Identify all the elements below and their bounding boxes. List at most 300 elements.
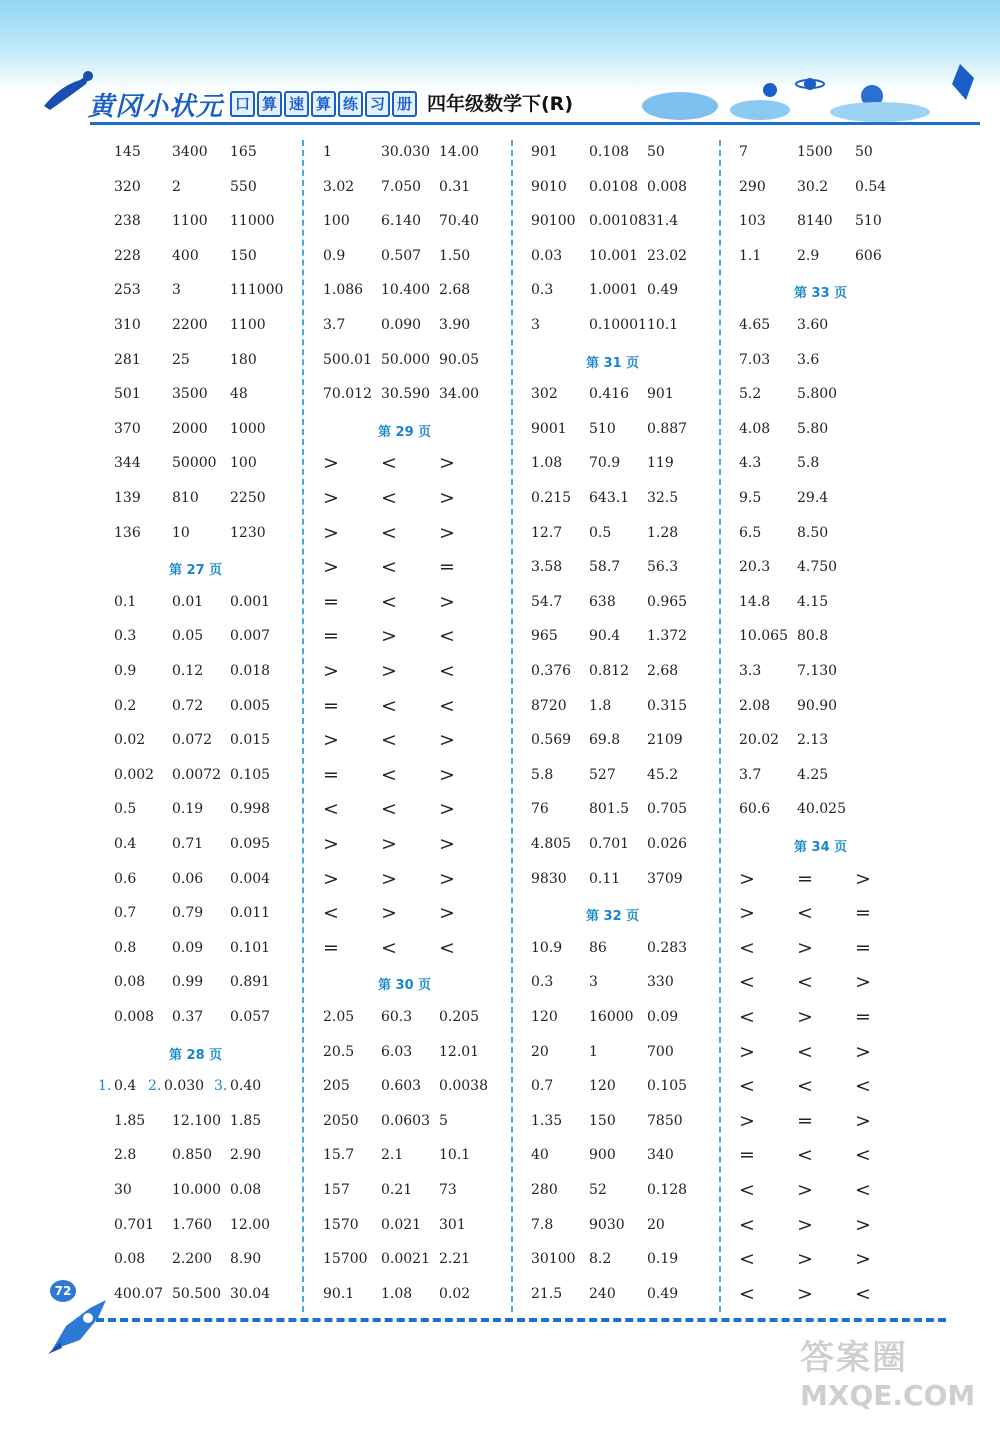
answer-cell: 400 [172, 247, 199, 264]
answer-cell: 550 [230, 178, 257, 195]
answer-cell: 370 [114, 420, 141, 437]
answer-cell: 0.004 [230, 870, 271, 887]
subtitle-char: 习 [365, 91, 390, 117]
answer-cell: 0.7 [114, 905, 137, 922]
comparison-symbol: < [797, 1144, 813, 1167]
answer-cell: 0.49 [647, 282, 679, 299]
answer-cell: 10.1 [647, 317, 679, 333]
answer-cell: 12.100 [172, 1112, 221, 1129]
comparison-symbol: > [381, 833, 397, 855]
answer-row [114, 137, 314, 167]
answer-cell: 0.37 [172, 1009, 204, 1025]
answer-cell: 23.02 [647, 247, 688, 264]
answer-cell: 2000 [172, 420, 208, 437]
answer-cell: 6.03 [381, 1043, 413, 1060]
answer-cell: 86 [589, 939, 607, 956]
answer-row [531, 967, 731, 997]
answer-row [739, 1002, 939, 1032]
answer-cell: 0.06 [172, 870, 204, 887]
answer-cell: 0.005 [230, 697, 271, 714]
answer-cell: 0.31 [439, 178, 471, 195]
answer-cell: 1.1 [739, 247, 762, 264]
answer-cell: 5.80 [797, 420, 829, 437]
comparison-symbol: > [797, 936, 813, 959]
answer-cell: 0.283 [647, 939, 688, 956]
answer-cell: 9030 [589, 1216, 625, 1233]
answer-cell: 0.101 [230, 939, 271, 956]
answer-cell: 0.0021 [381, 1251, 430, 1268]
answer-cell: 76 [531, 801, 549, 818]
answer-row [323, 1175, 523, 1205]
answer-cell: 2.9 [797, 247, 820, 264]
answer-cell: 3709 [647, 870, 683, 887]
answer-row [323, 448, 523, 478]
answer-cell: 111000 [230, 282, 284, 299]
answer-cell: 301 [439, 1216, 466, 1233]
answer-row [739, 621, 939, 651]
answer-row [531, 725, 731, 755]
answer-row [323, 1140, 523, 1170]
comparison-symbol: < [439, 660, 455, 682]
rocket-icon [46, 1296, 116, 1356]
answer-row [114, 172, 314, 202]
answer-row [323, 1210, 523, 1240]
answer-row [323, 691, 523, 721]
answer-cell: 58.7 [589, 559, 621, 576]
page-section-heading: 第 30 页 [378, 978, 432, 994]
answer-cell: 310 [114, 317, 141, 333]
answer-cell: 100 [230, 455, 257, 472]
answer-cell: 290 [739, 178, 766, 195]
answer-row [114, 1210, 314, 1240]
answer-cell: 228 [114, 247, 141, 264]
comparison-symbol: < [797, 902, 813, 925]
answer-cell: 280 [531, 1182, 558, 1198]
answer-cell: 90100 [531, 213, 576, 230]
grade-title: 四年级数学下(R) [427, 93, 573, 115]
answer-row [739, 172, 939, 202]
footer-rule [96, 1318, 946, 1322]
answer-cell: 901 [647, 386, 674, 403]
comparison-symbol: < [439, 694, 455, 717]
answer-row [114, 1175, 314, 1205]
answer-cell: 4.15 [797, 593, 829, 610]
answer-row [323, 794, 523, 824]
answer-cell: 1100 [172, 213, 208, 230]
answer-cell: 340 [647, 1147, 674, 1164]
comparison-symbol: = [323, 590, 339, 613]
answer-cell: 0.108 [589, 144, 630, 160]
comparison-symbol: < [739, 1248, 755, 1271]
answer-cell: 0.701 [114, 1216, 155, 1233]
brand-logo: 黄冈小状元 [88, 92, 224, 122]
answer-cell: 30.590 [381, 386, 430, 403]
answer-row [323, 587, 523, 617]
answer-cell: 1230 [230, 524, 266, 541]
comparison-symbol: < [739, 936, 755, 959]
answer-cell: 1.0001 [589, 282, 638, 299]
answer-cell: 3.90 [439, 317, 471, 333]
answer-cell: 900 [589, 1147, 616, 1164]
answer-cell: 0.021 [381, 1216, 422, 1233]
comparison-symbol: > [323, 556, 339, 579]
answer-row [531, 552, 731, 582]
answer-cell: 20 [647, 1216, 665, 1233]
answer-cell: 5.8 [797, 455, 820, 472]
answer-cell: 1500 [797, 144, 833, 160]
answer-cell: 0.030 [164, 1078, 205, 1095]
page-section-heading: 第 28 页 [169, 1047, 223, 1063]
comparison-symbol: = [855, 936, 871, 959]
question-number: 3. [214, 1078, 228, 1095]
comparison-symbol: > [323, 452, 339, 475]
comparison-symbol: > [855, 1040, 871, 1063]
answer-cell: 0.3 [531, 282, 554, 299]
answer-row [739, 206, 939, 236]
answer-cell: 10.000 [172, 1182, 221, 1198]
answer-row [114, 414, 314, 444]
comparison-symbol: > [323, 833, 339, 855]
answer-row [114, 345, 314, 375]
answer-row [739, 1210, 939, 1240]
answer-row [323, 1244, 523, 1274]
answer-cell: 150 [589, 1112, 616, 1129]
answer-cell: 139 [114, 490, 141, 506]
answer-cell: 0.08 [114, 974, 146, 991]
answer-row [739, 898, 939, 928]
answer-cell: 0.49 [647, 1285, 679, 1302]
answer-row [531, 379, 731, 409]
comparison-symbol: > [439, 487, 455, 509]
answer-cell: 16000 [589, 1009, 634, 1025]
answer-cell: 50000 [172, 455, 217, 472]
answer-cell: 1.50 [439, 247, 471, 264]
comparison-symbol: < [739, 1282, 755, 1305]
answer-row [739, 241, 939, 271]
answer-cell: 1.28 [647, 524, 679, 541]
book-subtitle [226, 91, 421, 115]
answer-row [323, 864, 523, 894]
comparison-symbol: > [855, 1248, 871, 1271]
answer-cell: 12.00 [230, 1216, 271, 1233]
comparison-symbol: > [381, 867, 397, 890]
comparison-symbol: > [323, 521, 339, 544]
answer-cell: 120 [589, 1078, 616, 1095]
answer-row [531, 275, 731, 305]
answer-cell: 10.9 [531, 939, 563, 956]
answer-cell: 0.2 [114, 697, 137, 714]
answer-row [323, 1037, 523, 1067]
answer-cell: 9.5 [739, 490, 762, 506]
answer-cell: 0.54 [855, 178, 887, 195]
answer-cell: 100 [323, 213, 350, 230]
answer-cell: 1.372 [647, 628, 688, 645]
answer-cell: 0.5 [589, 524, 612, 541]
answer-cell: 7.03 [739, 351, 771, 368]
comparison-symbol: = [323, 694, 339, 717]
comparison-symbol: = [323, 763, 339, 786]
answer-cell: 8.90 [230, 1251, 262, 1268]
answer-cell: 70.012 [323, 386, 372, 403]
answer-cell: 1.35 [531, 1112, 563, 1129]
answer-cell: 120 [531, 1009, 558, 1025]
answer-cell: 2.05 [323, 1009, 355, 1025]
answer-cell: 70.9 [589, 455, 621, 472]
answer-cell: 0.21 [381, 1182, 413, 1198]
comparison-symbol: = [323, 625, 339, 648]
answer-cell: 0.011 [230, 905, 271, 922]
answer-cell: 1 [323, 144, 332, 160]
comparison-symbol: > [439, 590, 455, 613]
answer-cell: 4.750 [797, 559, 838, 576]
watermark [800, 1330, 990, 1420]
answer-cell: 54.7 [531, 593, 563, 610]
answer-cell: 0.00108 [589, 213, 647, 230]
answer-row [114, 933, 314, 963]
answer-row [323, 172, 523, 202]
answer-cell: 0.19 [172, 801, 204, 818]
answer-row [739, 552, 939, 582]
answer-cell: 2050 [323, 1112, 359, 1129]
answer-cell: 9010 [531, 178, 567, 195]
page-section-heading: 第 27 页 [169, 563, 223, 579]
answer-cell: 240 [589, 1285, 616, 1302]
answer-cell: 25 [172, 351, 190, 368]
answer-cell: 103 [739, 213, 766, 230]
comparison-symbol: < [323, 902, 339, 925]
answer-row [531, 1071, 731, 1101]
answer-cell: 5.800 [797, 386, 838, 403]
answer-cell: 0.105 [230, 766, 271, 783]
answer-cell: 50 [647, 144, 665, 160]
answer-cell: 20.5 [323, 1043, 355, 1060]
subtitle-char: 算 [311, 91, 336, 117]
answer-cell: 0.01 [172, 593, 204, 610]
answer-cell: 5.8 [531, 766, 554, 783]
answer-row [323, 829, 523, 859]
answer-cell: 12.7 [531, 524, 563, 541]
answer-row [323, 1002, 523, 1032]
comparison-symbol: < [381, 798, 397, 821]
answer-row [739, 760, 939, 790]
watermark-bottom: MXQE.COM [800, 1379, 976, 1412]
answer-cell: 3 [589, 974, 598, 991]
answer-cell: 15.7 [323, 1147, 355, 1164]
answer-row [739, 483, 939, 513]
comparison-symbol: < [739, 971, 755, 994]
answer-row [323, 898, 523, 928]
answer-row [531, 1244, 731, 1274]
answer-cell: 0.008 [647, 178, 688, 195]
answer-cell: 2.21 [439, 1251, 471, 1268]
page-section-heading: 第 29 页 [378, 424, 432, 440]
comparison-symbol: < [381, 452, 397, 475]
comparison-symbol: > [797, 1006, 813, 1028]
answer-cell: 1.08 [531, 455, 563, 472]
page-section-heading: 第 33 页 [794, 286, 848, 302]
comparison-symbol: = [797, 867, 813, 890]
answer-cell: 0.08 [114, 1251, 146, 1268]
answer-row [114, 587, 314, 617]
answer-row [739, 1071, 939, 1101]
answer-cell: 0.891 [230, 974, 271, 991]
answer-row [323, 206, 523, 236]
answer-row [739, 967, 939, 997]
answer-cell: 0.4 [114, 836, 137, 852]
answer-cell: 0.603 [381, 1078, 422, 1095]
answer-row [114, 1106, 314, 1136]
answer-row [323, 241, 523, 271]
answer-cell: 34.00 [439, 386, 480, 403]
answer-row [739, 137, 939, 167]
answer-cell: 0.705 [647, 801, 688, 818]
answer-cell: 30100 [531, 1251, 576, 1268]
answer-row [323, 275, 523, 305]
answer-cell: 500.01 [323, 351, 372, 368]
comparison-symbol: < [381, 521, 397, 544]
answer-row [739, 1037, 939, 1067]
answer-row [323, 345, 523, 375]
answer-cell: 3 [172, 282, 181, 299]
answer-cell: 0.19 [647, 1251, 679, 1268]
answer-cell: 4.08 [739, 420, 771, 437]
answer-row [114, 206, 314, 236]
answer-cell: 10 [172, 524, 190, 541]
answer-cell: 527 [589, 766, 616, 783]
comparison-symbol: > [323, 487, 339, 509]
answer-row [739, 1106, 939, 1136]
answer-cell: 0.71 [172, 836, 204, 852]
answer-cell: 4.805 [531, 836, 572, 852]
answer-cell: 3.6 [797, 351, 820, 368]
comparison-symbol: > [381, 625, 397, 648]
answer-cell: 30.04 [230, 1285, 271, 1302]
answer-cell: 119 [647, 455, 674, 472]
page-section-heading: 第 31 页 [586, 355, 640, 371]
answer-cell: 3.7 [323, 317, 346, 333]
answer-cell: 20.3 [739, 559, 771, 576]
answer-row [531, 1210, 731, 1240]
answer-row [323, 1279, 523, 1309]
answer-cell: 3.60 [797, 317, 829, 333]
answer-cell: 0.09 [172, 939, 204, 956]
answer-cell: 0.105 [647, 1078, 688, 1095]
answer-cell: 2.1 [381, 1147, 404, 1164]
answer-cell: 0.40 [230, 1078, 262, 1095]
answer-row [114, 1244, 314, 1274]
answer-row [114, 794, 314, 824]
answer-row [323, 552, 523, 582]
answer-cell: 638 [589, 593, 616, 610]
answer-cell: 510 [855, 213, 882, 230]
answer-cell: 50 [855, 144, 873, 160]
answer-cell: 0.001 [230, 593, 271, 610]
comparison-symbol: = [323, 936, 339, 959]
answer-row [739, 1244, 939, 1274]
comparison-symbol: > [439, 902, 455, 925]
answer-row [531, 864, 731, 894]
answer-row [323, 137, 523, 167]
comparison-symbol: < [797, 971, 813, 994]
answer-cell: 0.701 [589, 836, 630, 852]
comparison-symbol: > [739, 867, 755, 890]
answer-row [739, 691, 939, 721]
answer-cell: 0.0072 [172, 766, 221, 783]
answer-cell: 10.1 [439, 1147, 471, 1164]
answer-cell: 0.1 [114, 593, 137, 610]
answer-cell: 180 [230, 351, 257, 368]
comparison-symbol: < [739, 1179, 755, 1201]
answer-row [114, 829, 314, 859]
answer-row [739, 518, 939, 548]
answer-cell: 400.07 [114, 1285, 163, 1302]
comparison-symbol: > [797, 1179, 813, 1201]
answer-row [531, 206, 731, 236]
answer-cell: 0.11 [589, 870, 621, 887]
answer-cell: 7 [739, 144, 748, 160]
answer-cell: 1.8 [589, 697, 612, 714]
answer-row [114, 760, 314, 790]
answer-cell: 5.2 [739, 386, 762, 403]
answer-cell: 643.1 [589, 490, 630, 506]
answer-row [98, 1071, 298, 1101]
answer-cell: 1570 [323, 1216, 359, 1233]
answer-cell: 2.8 [114, 1147, 137, 1164]
answer-cell: 1.08 [381, 1285, 413, 1302]
answer-row [114, 967, 314, 997]
answer-cell: 0.08 [230, 1182, 262, 1198]
answer-row [531, 691, 731, 721]
answer-row [323, 656, 523, 686]
answer-row [531, 172, 731, 202]
comparison-symbol: = [739, 1144, 755, 1167]
answer-row [531, 1140, 731, 1170]
comparison-symbol: > [323, 729, 339, 752]
answer-cell: 3500 [172, 386, 208, 403]
answer-cell: 810 [172, 490, 199, 506]
comparison-symbol: < [439, 625, 455, 648]
answer-row [114, 725, 314, 755]
answer-row [114, 1002, 314, 1032]
answer-cell: 5 [439, 1112, 448, 1129]
subtitle-char: 口 [230, 91, 255, 117]
answer-row [531, 1175, 731, 1205]
answer-cell: 0.507 [381, 247, 422, 264]
comparison-symbol: < [381, 763, 397, 786]
answer-cell: 2.90 [230, 1147, 262, 1164]
comparison-symbol: > [797, 1248, 813, 1271]
answer-row [531, 518, 731, 548]
answer-row [739, 587, 939, 617]
answer-cell: 50.500 [172, 1285, 221, 1302]
answer-cell: 0.315 [647, 697, 688, 714]
answer-cell: 9001 [531, 420, 567, 437]
comparison-symbol: > [797, 1282, 813, 1305]
answer-cell: 0.215 [531, 490, 572, 506]
subtitle-char: 练 [338, 91, 363, 117]
answer-cell: 281 [114, 351, 141, 368]
answer-cell: 60.6 [739, 801, 771, 818]
comparison-symbol: > [855, 1109, 871, 1132]
subtitle-char: 速 [284, 91, 309, 117]
answer-row [114, 621, 314, 651]
comparison-symbol: > [323, 867, 339, 890]
answer-row [323, 1071, 523, 1101]
answer-cell: 0.887 [647, 420, 688, 437]
comparison-symbol: < [381, 590, 397, 613]
answer-row [114, 1279, 314, 1309]
answer-cell: 0.205 [439, 1009, 480, 1025]
